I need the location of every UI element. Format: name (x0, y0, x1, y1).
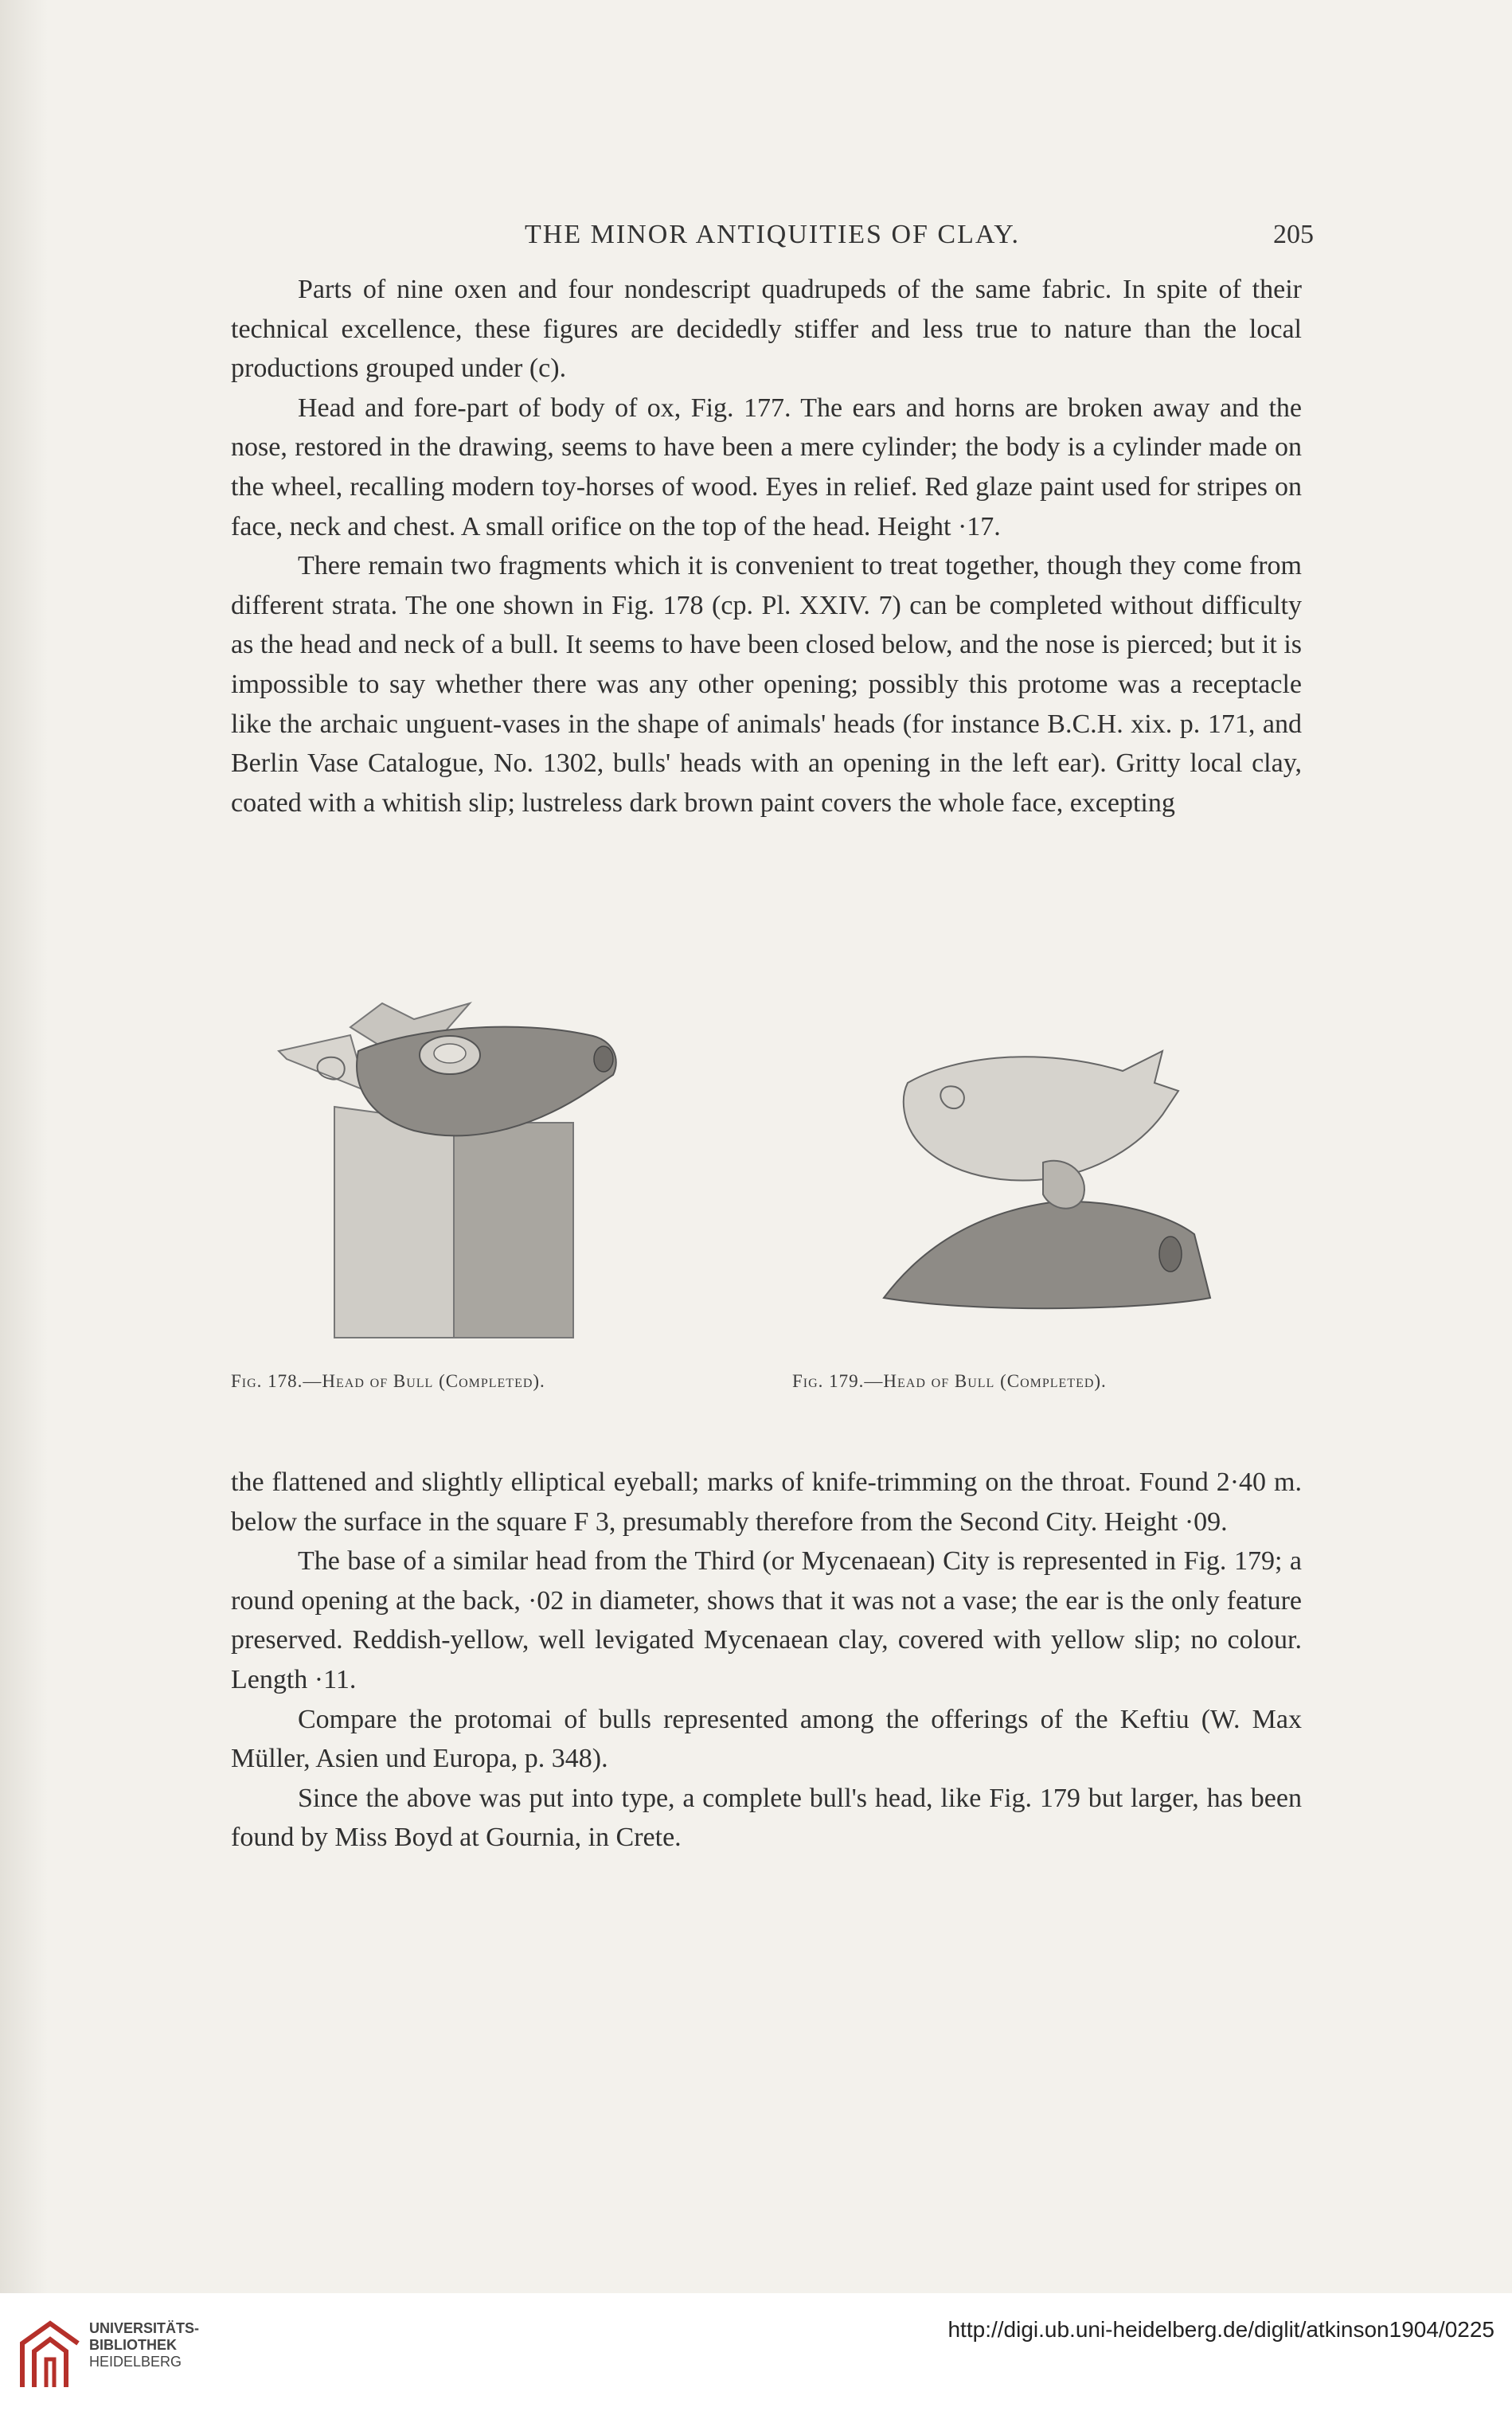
running-title: THE MINOR ANTIQUITIES OF CLAY. (525, 220, 1020, 249)
library-name (89, 2320, 199, 2370)
library-name-line: UNIVERSITÄTS- (89, 2320, 200, 2336)
paragraph: There remain two fragments which it is convenient to treat together, though they come from different strata. The one shown in Fig. 178 (cp. Pl. XXIV. 7) can be completed without difficulty as the head and neck of a bull. It seems to have been closed below, and the nose is pierced; but it is impossible to say whether there was any other opening; possibly this protome was a receptacle like the archaic unguent-vases in the shape of animals' heads (for instance B.C.H. xix. p. 171, and Berlin Vase Catalogue, No. 1302, bulls' heads with an opening in the left ear). Gritty local clay, coated with a whitish slip; lustreless dark brown paint covers the whole face, excepting (231, 551, 1302, 818)
paragraph: Head and fore-part of body of ox, Fig. 177. The ears and horns are broken away and the nose, restored in the drawing, seems to have been a mere cylinder; the body is a cylinder made on the wheel, recalling modern toy-horses of wood. Eyes in relief. Red glaze paint used for stripes on face, neck and chest. A small orifice on the top of the head. Height ·17. (231, 393, 1302, 541)
figure-row (231, 971, 1302, 1401)
paragraph: Since the above was put into type, a complete bull's head, like Fig. 179 but larger, has been found by Miss Boyd at Gournia, in Crete. (231, 1783, 1302, 1853)
paragraph: Parts of nine oxen and four nondescript quadrupeds of the same fabric. In spite of their technical excellence, these figures are decidedly stiffer and less true to nature than the local productions grouped under (c). (231, 275, 1302, 384)
paragraph: the flattened and slightly elliptical eyeball; marks of knife-trimming on the throat. Found 2·40 m. below the surface in the square F 3, presumably therefore from the Second City. Height ·09. (231, 1467, 1302, 1537)
paragraph: The base of a similar head from the Third (or Mycenaean) City is represented in Fig. 179; a round opening at the back, ·02 in diameter, shows that it was not a vase; the ear is the only feature preserved. Reddish-yellow, well levigated Mycenaean clay, covered with yellow slip; no colour. Length ·11. (231, 1546, 1302, 1694)
library-logo-icon (14, 2315, 86, 2395)
figure-178-caption: Fig. 178.—Head of Bull (Completed). (231, 1371, 545, 1391)
page-number: 205 (1273, 220, 1314, 249)
footer-bar (0, 2293, 1512, 2415)
paragraph: Compare the protomai of bulls represented among the offerings of the Keftiu (W. Max Müller, Asien und Europa, p. 348). (231, 1704, 1302, 1774)
running-head (231, 220, 1314, 260)
source-url-link[interactable]: http://digi.ub.uni-heidelberg.de/diglit/atkinson1904/0225 (947, 2317, 1494, 2342)
scan-page-edge (0, 0, 48, 2293)
figure-179-caption: Fig. 179.—Head of Bull (Completed). (792, 1371, 1107, 1391)
library-name-line: BIBLIOTHEK (89, 2337, 177, 2353)
text-block-bottom (231, 1463, 1302, 1858)
figure-178-bull-head (255, 971, 780, 1346)
figure-179-bull-head (860, 1035, 1274, 1354)
library-name-line: HEIDELBERG (89, 2354, 182, 2370)
text-block-top (231, 270, 1302, 823)
